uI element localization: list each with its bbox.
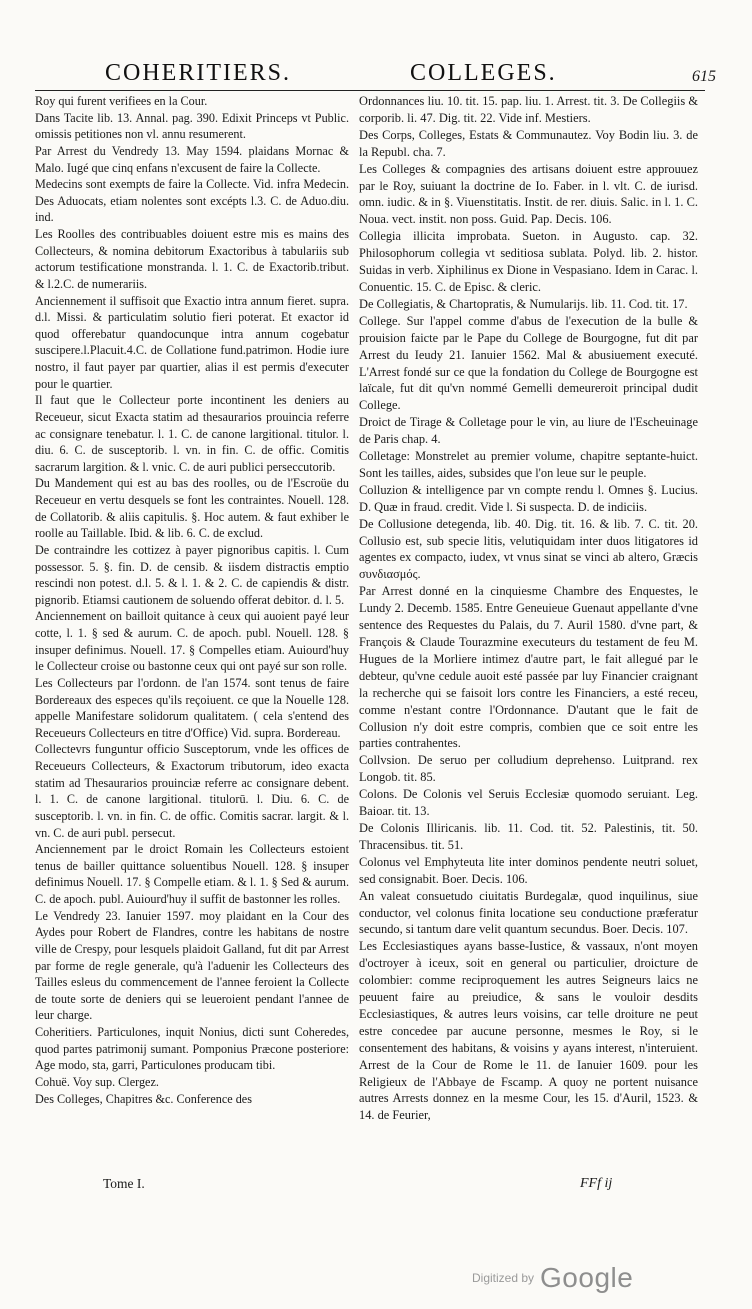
right-paragraph: Par Arrest donné en la cinquiesme Chambre des Enquestes, le Lundy 2. Decemb. 1585. Entre Geneuieue Guenaut appellante d'vne sentence des Requestes du Palais, du 7. Auril 1580. d'vne part, & François & Claude Tourazmine executeurs du testament de feu M. Hugues de la Morliere intimez d'autre part, le fait allegué par le debteur, qu'vne cedule auoit esté passée par luy Financier craignant la recherche qui se faisoit lors contre les Financiers, a esté receu, comme n'estant contre l'Ordonnance. D'autant que le fait de Collusion n'y doit estre compris, combien que ce soit entre les parties contrahentes.	[359, 584, 698, 751]
left-paragraph: Par Arrest du Vendredy 13. May 1594. plaidans Mornac & Malo. Iugé que cinq enfans n'excusent de faire la Collecte.	[35, 143, 349, 175]
right-paragraph: De Collegiatis, & Chartopratis, & Numularijs. lib. 11. Cod. tit. 17.	[359, 296, 688, 311]
right-paragraph: Les Ecclesiastiques ayans basse-Iustice, & vassaux, n'ont moyen d'octroyer à iceux, soit en general ou particulier, droicture de colombier: comme reciproquement les autres Seigneurs laics ne peuuent faire au preiudice, & sans le vouloir desdits Ecclesiastiques, & autres leurs voisins, car telle droiture ne peut estre concedee par aucune personne, mesmes le Roy, si le consentement des habitans, & voisins y ayans interest, n'interuient. Arrest de la Cour de Rome le 11. de Ianuier 1609. pour les Religieux de l'Abbaye de Fscamp. A quoy ne portent nuisance autres Arrests donnez en la mesme Cour, les 15. d'Auril, 1523. & 14. de Feurier,	[359, 939, 698, 1123]
left-paragraph: Il faut que le Collecteur porte incontinent les deniers au Receueur, sicut Exacta statim ad thesaurarios prouincia referre ac consignare tenebatur. l. 1. C. de canone largitional. titulor. l. diu. 6. C. de susceptorib. l. vn. in fin. C. de offic. Comitis sacrarum largition. & l. vnic. C. de auri publici perseccutorib.	[35, 393, 349, 474]
right-paragraph: Colons. De Colonis vel Seruis Ecclesiæ quomodo seruiant. Leg. Baioar. tit. 13.	[359, 787, 698, 819]
right-column	[359, 93, 698, 1124]
right-paragraph: Les Colleges & compagnies des artisans doiuent estre approuuez par le Roy, suiuant la doctrine de Io. Faber. in l. vlt. C. de iurisd. omn. iudic. & in §. Viuenstitatis. Instit. de rer. diuis. Salic. in l. 1. C. Noua. vect. instit. non poss. Guid. Pap. Decis. 106.	[359, 161, 698, 227]
right-paragraph: Colletage: Monstrelet au premier volume, chapitre septante-huict. Sont les tailles, aides, subsides que l'on leue sur le peuple.	[359, 449, 698, 480]
right-paragraph: Colluzion & intelligence par vn compte rendu l. Omnes §. Lucius. D. Quæ in fraud. credit. Vide l. Si suspecta. D. de indiciis.	[359, 482, 698, 514]
right-paragraph: An valeat consuetudo ciuitatis Burdegalæ, quod inquilinus, siue conductor, vel colonus finita locatione seu conductione præferatur secundo, si tantum dare velit quantum secundus. Boer. Decis. 107.	[359, 888, 698, 937]
left-paragraph: Anciennement on bailloit quitance à ceux qui auoient payé leur cotte, l. 1. § sed & aurum. C. de apoch. publ. Nouell. 128. § insuper definimus. Nouell. 17. § Compelles etiam. Auiourd'huy le Collecteur croise ou bastonne ceux qui ont payé sur son rolle.	[35, 609, 349, 674]
right-paragraph: De Collusione detegenda, lib. 40. Dig. tit. 16. & lib. 7. C. tit. 20. Collusio est, sub specie litis, velutiquidam inter duos litigatores id agentes ex compacto, iudex, vt vnus sinat se vinci ab altero, Græcis συνδιασμός.	[359, 516, 698, 582]
right-paragraph: Collvsion. De seruo per colludium deprehenso. Luitprand. rex Longob. tit. 85.	[359, 753, 698, 785]
right-paragraph: College. Sur l'appel comme d'abus de l'execution de la bulle & prouision faicte par le Pape du College de Bourgogne, fut dit par Arrest du Ieudy 21. Ianuier 1562. Mal & abusiuement executé. L'Arrest fondé sur ce que la fondation du College de Bourgogne est laïcale, fut dit qu'vn nommé Gemelli demeureroit principal dudit College.	[359, 313, 698, 413]
right-paragraph: Des Corps, Colleges, Estats & Communautez. Voy Bodin liu. 3. de la Republ. cha. 7.	[359, 127, 698, 159]
running-head-left: COHERITIERS.	[105, 60, 291, 86]
left-paragraph: Roy qui furent verifiees en la Cour.	[35, 94, 208, 108]
left-paragraph: Anciennement par le droict Romain les Collecteurs estoient tenus de bailler quittance soluentibus Nouell. 128. § insuper definimus Nouell. 17. § Compelle etiam. & l. 1. § Sed & aurum. C. de apoch. publ. Auiourd'huy il suffit de bastonner les rolles.	[35, 842, 349, 906]
left-paragraph: Les Collecteurs par l'ordonn. de l'an 1574. sont tenus de faire Bordereaux des especes qu'ils reçoiuent. ce que la Nouelle 128. appelle Manifestare solidorum qualitatem. ( cela s'entend des Receueurs Collecteurs en titre d'Office) Vid. supra. Bordereau.	[35, 675, 349, 740]
digitized-prefix: Digitized by	[472, 1271, 535, 1285]
right-paragraph: Collegia illicita improbata. Sueton. in Augusto. cap. 32. Philosophorum collegia vt seditiosa sublata. Polyd. lib. 2. histor. Suidas in verb. Xiphilinus ex Dione in Vespasiano. Idem in Carac. l. Conuentic. 15. C. de Episc. & cleric.	[359, 229, 698, 294]
tome-label: Tome I.	[103, 1176, 145, 1191]
header-rule	[35, 90, 705, 91]
left-paragraph: Coheritiers. Particulones, inquit Nonius, dicti sunt Coheredes, quod partes patrimonij sumant. Pomponius Præcone posteriore: Age modo, sta, garri, Particulones producam tibi.	[35, 1025, 349, 1073]
google-logo: Google	[540, 1262, 634, 1293]
left-paragraph: Anciennement il suffisoit que Exactio intra annum fieret. supra. d.l. Missi. & particulatim solutio fieri poterat. Et exactor id quod offerebatur quandocunque intra annum cogebatur suscipere.l.Placuit.4.C. de Collatione fund.patrimon. Hodie iure nostro, il faut payer par quartier, alias il est permis d'executer pour le quartier.	[35, 293, 349, 391]
right-paragraph: De Colonis Illiricanis. lib. 11. Cod. tit. 52. Palestinis, tit. 50. Thracensibus. tit. 51.	[359, 820, 698, 852]
page-number: 615	[692, 68, 716, 85]
digitized-watermark	[472, 1262, 633, 1294]
left-paragraph: Les Roolles des contribuables doiuent estre mis es mains des Collecteurs, & nomina debitorum Exactoribus à tabulariis sub actorum testificatione monstranda. l. 1. C. de Exactorib.tribut. & l.2.C. de numerariis.	[35, 227, 349, 291]
signature-mark: FFf ij	[580, 1176, 613, 1191]
right-paragraph: Colonus vel Emphyteuta lite inter dominos pendente neutri soluet, sed consignabit. Boer. Decis. 106.	[359, 854, 698, 886]
left-paragraph: Du Mandement qui est au bas des roolles, ou de l'Escroüe du Receueur en vertu desquels se font les contraintes. Nouell. 128. de Collatorib. & aliis capitulis. §. Hoc autem. & faut exhiber le roolle au Taillable. Ibid. & lib. 6. C. de exclud.	[35, 476, 349, 541]
left-paragraph: Des Colleges, Chapitres &c. Conference des	[35, 1091, 252, 1106]
left-paragraph: Dans Tacite lib. 13. Annal. pag. 390. Edixit Princeps vt Public. omissis petitiones non vl. annu resumerent.	[35, 110, 349, 142]
left-paragraph: Medecins sont exempts de faire la Collecte. Vid. infra Medecin. Des Aduocats, etiam nolentes sont excépts l.3. C. de Aduo.diu. ind.	[35, 177, 349, 225]
left-paragraph: Le Vendredy 23. Ianuier 1597. moy plaidant en la Cour des Aydes pour Robert de Flandres, contre les habitans de nostre ville de Crespy, pour lesquels plaidoit Galland, fut dit par Arrest par forme de regle generale, qu'à l'aduenir les Collecteurs des Tailles esleus du commencement de l'annee feroient la Collecte de toute sorte de deniers qui se leueroient pendant l'annee de leur charge.	[35, 908, 349, 1023]
right-paragraph: Ordonnances liu. 10. tit. 15. pap. liu. 1. Arrest. tit. 3. De Collegiis & corporib. li. 47. Dig. tit. 22. Vide inf. Mestiers.	[359, 94, 698, 125]
running-head-right: COLLEGES.	[410, 60, 557, 86]
left-paragraph: Cohuë. Voy sup. Clergez.	[35, 1074, 159, 1089]
left-paragraph: De contraindre les cottizez à payer pignoribus capitis. l. Cum possessor. 5. §. fin. D. de censib. & iisdem distractis emptio rescindi non potest. d.l. 5. & l. 1. & 2. C. de capiendis & distr. pignorib. Etiamsi cautionem de soluendo offerat debitor. d. l. 5.	[35, 542, 349, 607]
left-paragraph: Collectevrs funguntur officio Susceptorum, vnde les offices de Receueurs Collecteurs, & Exactorum tributorum, ideo exacta statim ad Thesaurarios prouinciæ referre ac consignare debent. l. 1. C. de canone largitional. titulorū. l. Diu. 6. C. de susceptorib. l. vn. in fin. C. de offic. Comitis sacrar. largit. & l. vn. C. de auri publ. persecut.	[35, 742, 349, 840]
right-paragraph: Droict de Tirage & Colletage pour le vin, au liure de l'Escheuinage de Paris chap. 4.	[359, 415, 698, 447]
left-column	[35, 93, 349, 1107]
